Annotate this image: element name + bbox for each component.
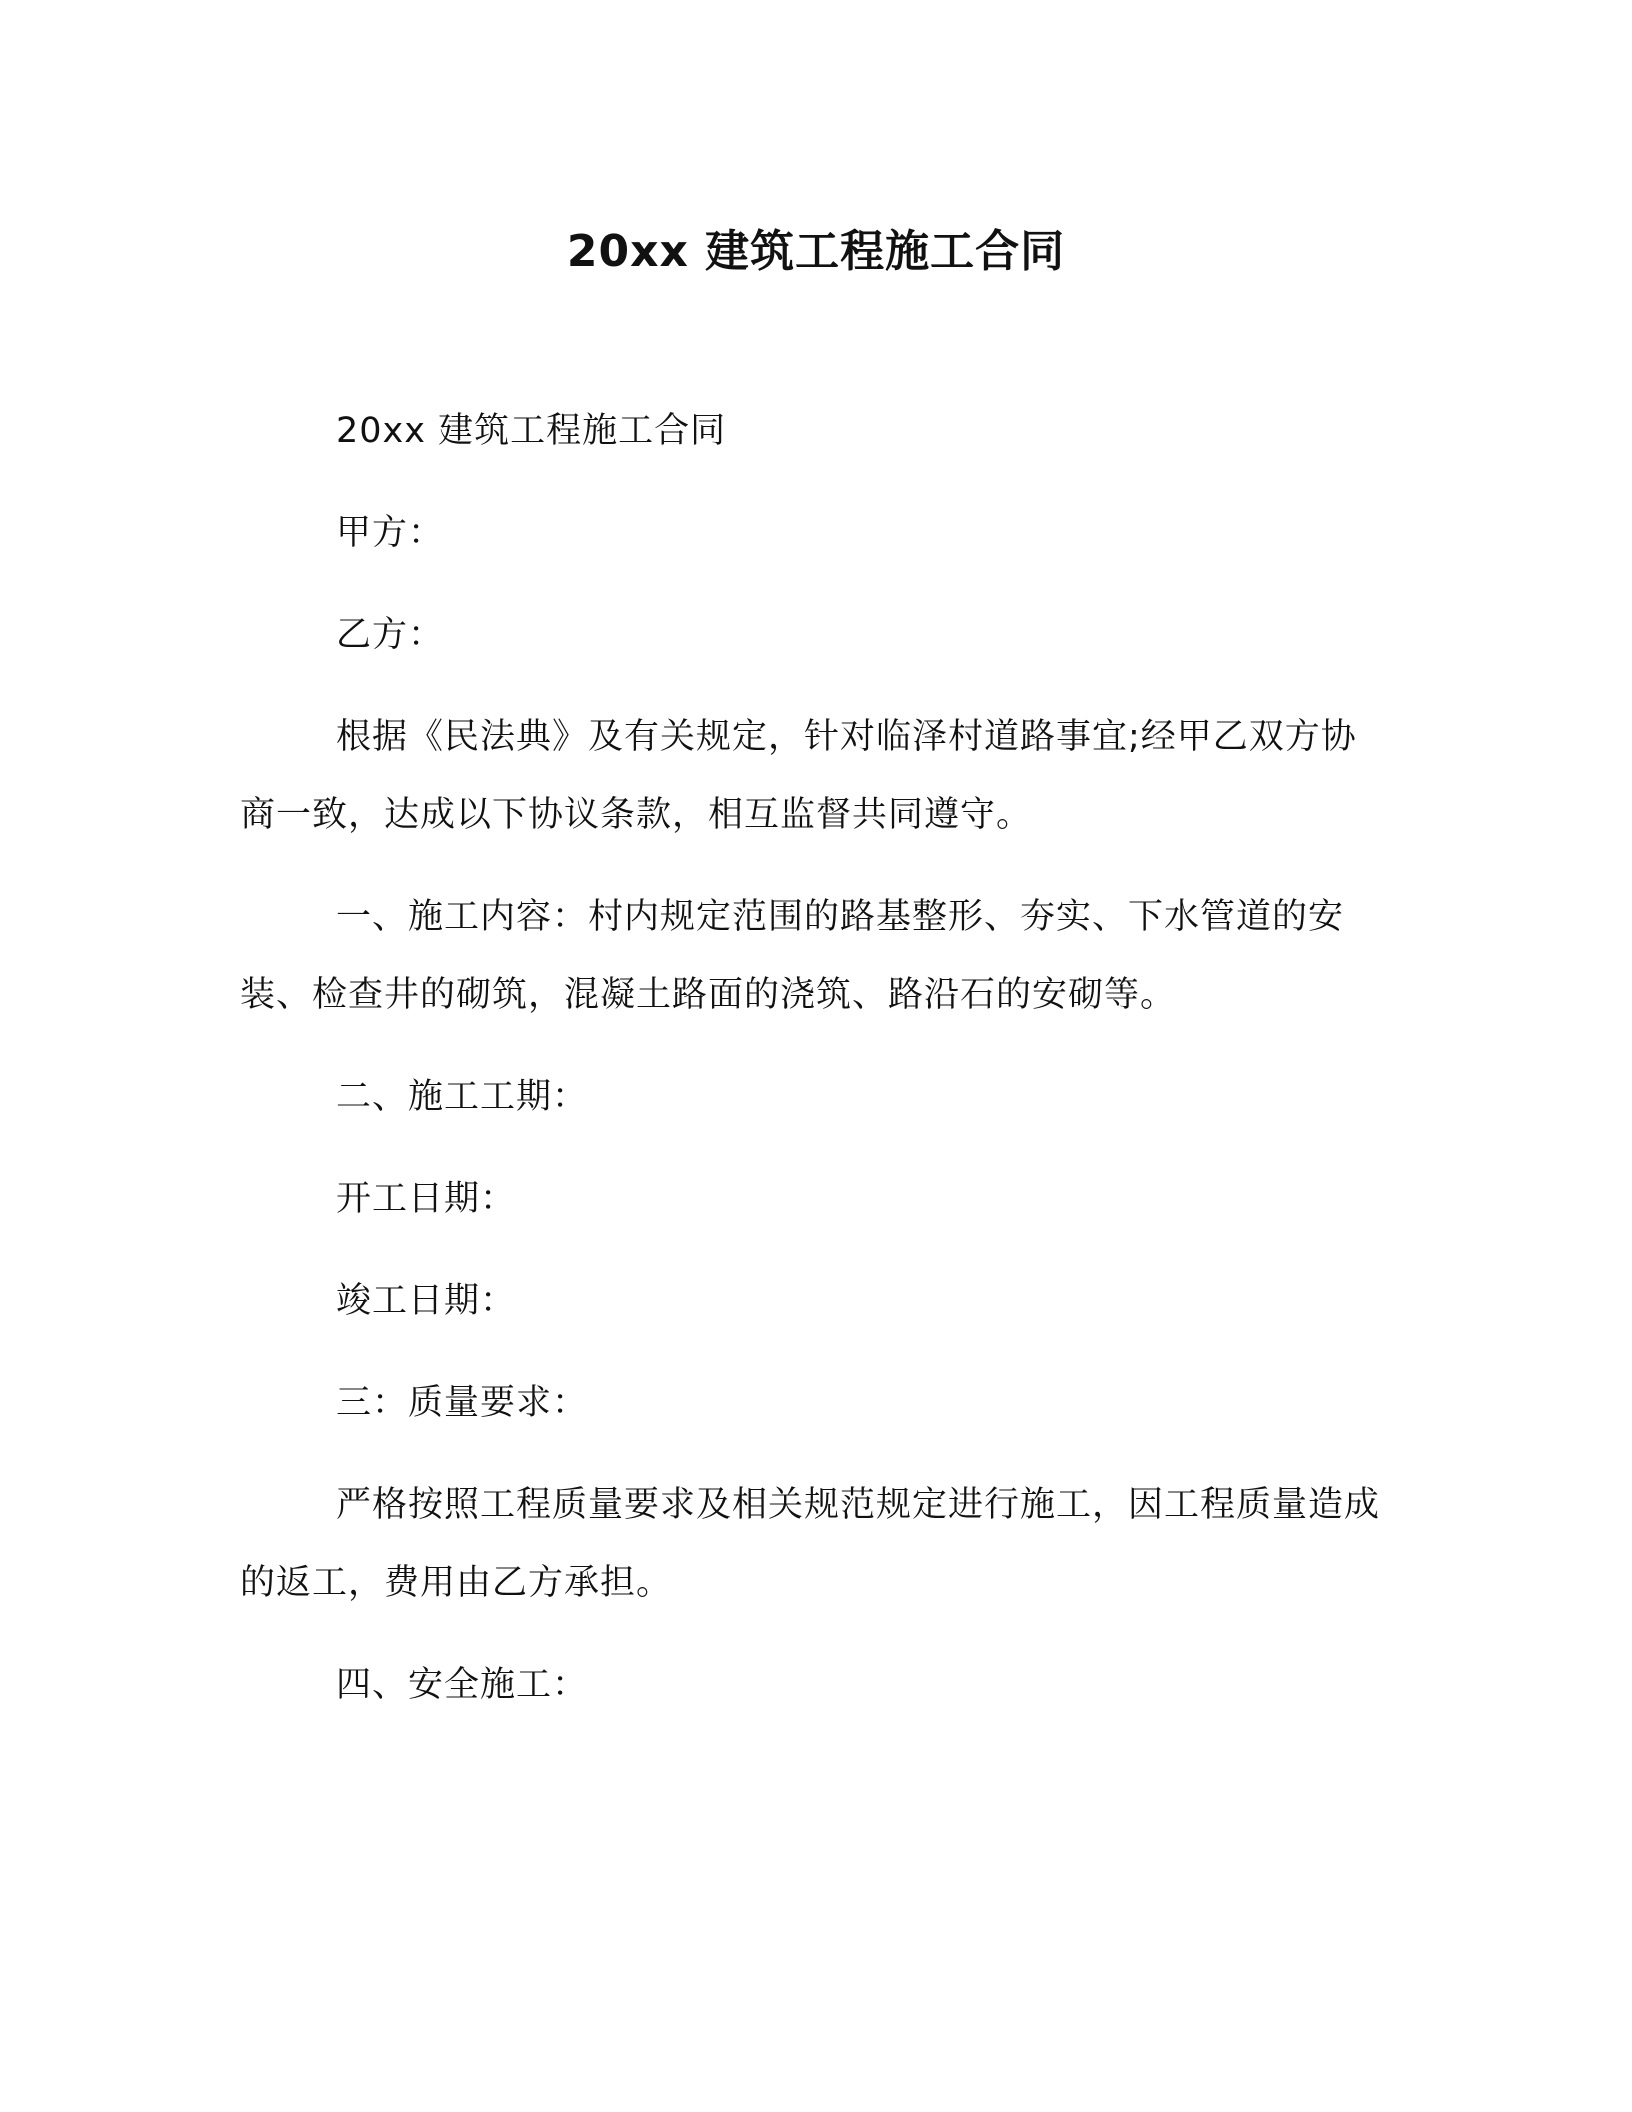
contract-heading-line: 20xx 建筑工程施工合同 xyxy=(336,411,727,451)
quality-requirements-paragraph: 严格按照工程质量要求及相关规范规定进行施工，因工程质量造成的返工，费用由乙方承担。 xyxy=(240,1485,1381,1603)
completion-date-line: 竣工日期： xyxy=(336,1281,517,1321)
party-a-line: 甲方： xyxy=(336,513,445,553)
document-body xyxy=(240,392,1382,1748)
section-4-safe-construction: 四、安全施工： xyxy=(336,1665,589,1705)
section-2-construction-period: 二、施工工期： xyxy=(336,1077,589,1117)
party-b-line: 乙方： xyxy=(336,615,445,655)
section-1-construction-content: 一、施工内容：村内规定范围的路基整形、夯实、下水管道的安装、检查井的砌筑，混凝土路面的浇筑、路沿石的安砌等。 xyxy=(240,897,1345,1015)
start-date-line: 开工日期： xyxy=(336,1179,517,1219)
section-3-quality-requirements: 三：质量要求： xyxy=(336,1383,589,1423)
preamble-paragraph: 根据《民法典》及有关规定，针对临泽村道路事宜;经甲乙双方协商一致，达成以下协议条款，相互监督共同遵守。 xyxy=(240,717,1357,835)
document-title: 20xx 建筑工程施工合同 xyxy=(566,226,1066,277)
